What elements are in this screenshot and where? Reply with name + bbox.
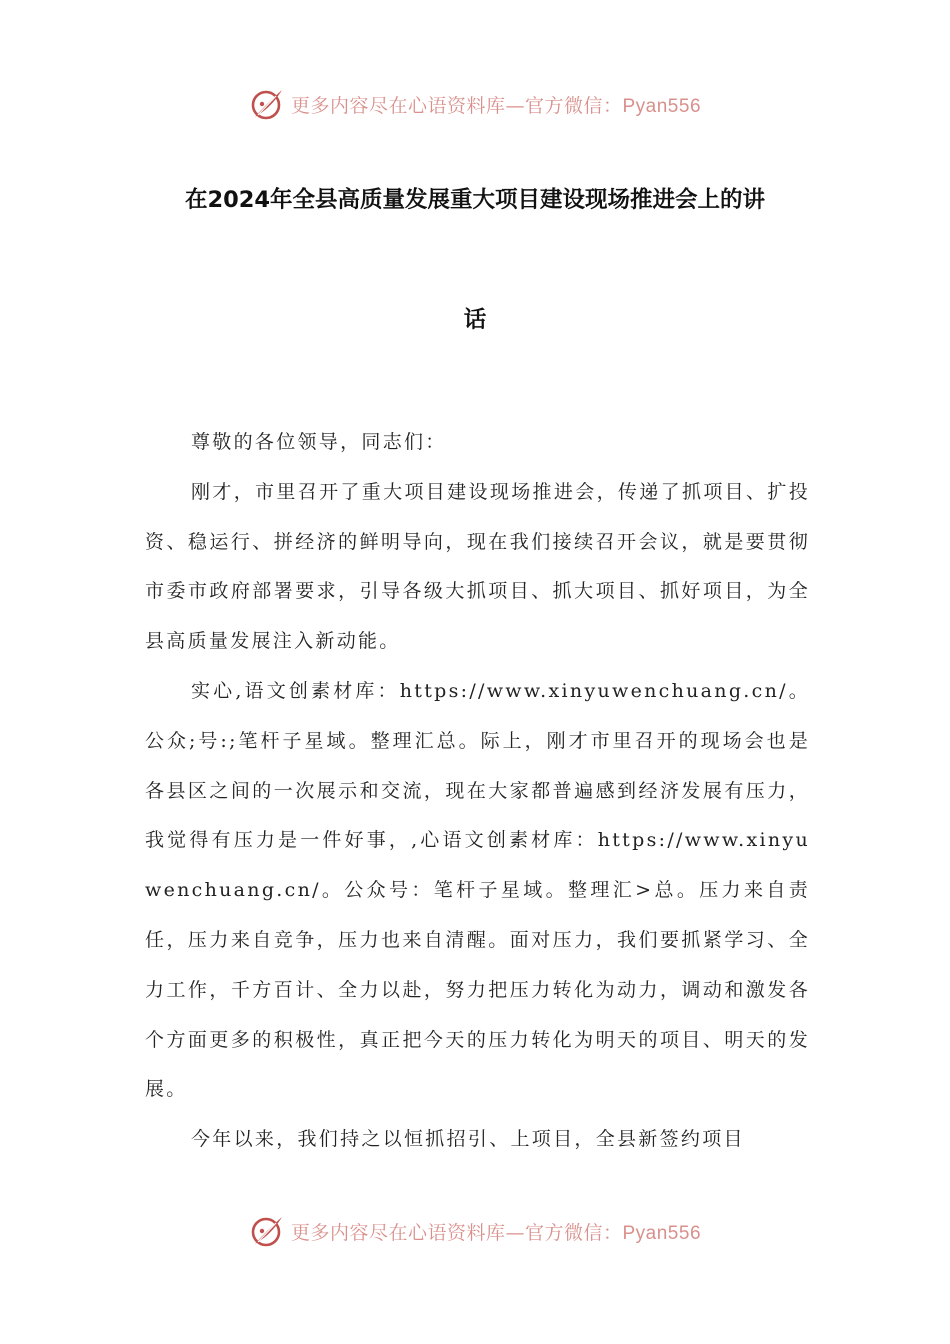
header-banner-handle: Pyan556 (622, 95, 702, 117)
footer-banner-handle: Pyan556 (622, 1222, 702, 1244)
paragraph-pressure: 实心,语文创素材库：https://www.xinyuwenchuang.cn/。公众;号:;笔杆子星域。整理汇总。际上，刚才市里召开的现场会也是各县区之间的一次展示和交流，现在大家都普遍感到经济发展有压力，我觉得有压力是一件好事，,心语文创素材库：https://www.xinyuwenchuang.cn/。公众号：笔杆子星域。整理汇>总。压力来自责任，压力来自竞争，压力也来自清醒。面对压力，我们要抓紧学习、全力工作，千方百计、全力以赴，努力把压力转化为动力，调动和激发各个方面更多的积极性，真正把今天的压力转化为明天的项目、明天的发展。 (145, 679, 810, 1101)
document-body (145, 418, 810, 1165)
document-title-line-2: 话 (463, 307, 487, 333)
paragraph-intro: 刚才，市里召开了重大项目建设现场推进会，传递了抓项目、扩投资、稳运行、拼经济的鲜明导向，现在我们接续召开会议，就是要贯彻市委市政府部署要求，引导各级大抓项目、抓大项目、抓好项目，为全县高质量发展注入新动能。 (145, 480, 810, 653)
footer-banner-text (291, 1218, 701, 1245)
footer-banner-label: 更多内容尽在心语资料库—官方微信： (290, 1221, 623, 1244)
header-banner (0, 82, 950, 126)
document-title-line-1: 在2024年全县高质量发展重大项目建设现场推进会上的讲 (184, 187, 766, 213)
footer-banner (0, 1209, 950, 1253)
paragraph-salutation: 尊敬的各位领导，同志们： (191, 431, 447, 453)
quill-pen-logo-icon (249, 1213, 285, 1249)
header-banner-content (249, 86, 701, 122)
paragraph-projects: 今年以来，我们持之以恒抓招引、上项目，全县新签约项目 (191, 1128, 745, 1151)
footer-banner-content (249, 1213, 701, 1249)
header-banner-text (291, 91, 701, 118)
header-banner-label: 更多内容尽在心语资料库—官方微信： (290, 94, 623, 117)
quill-pen-logo-icon (249, 86, 285, 122)
